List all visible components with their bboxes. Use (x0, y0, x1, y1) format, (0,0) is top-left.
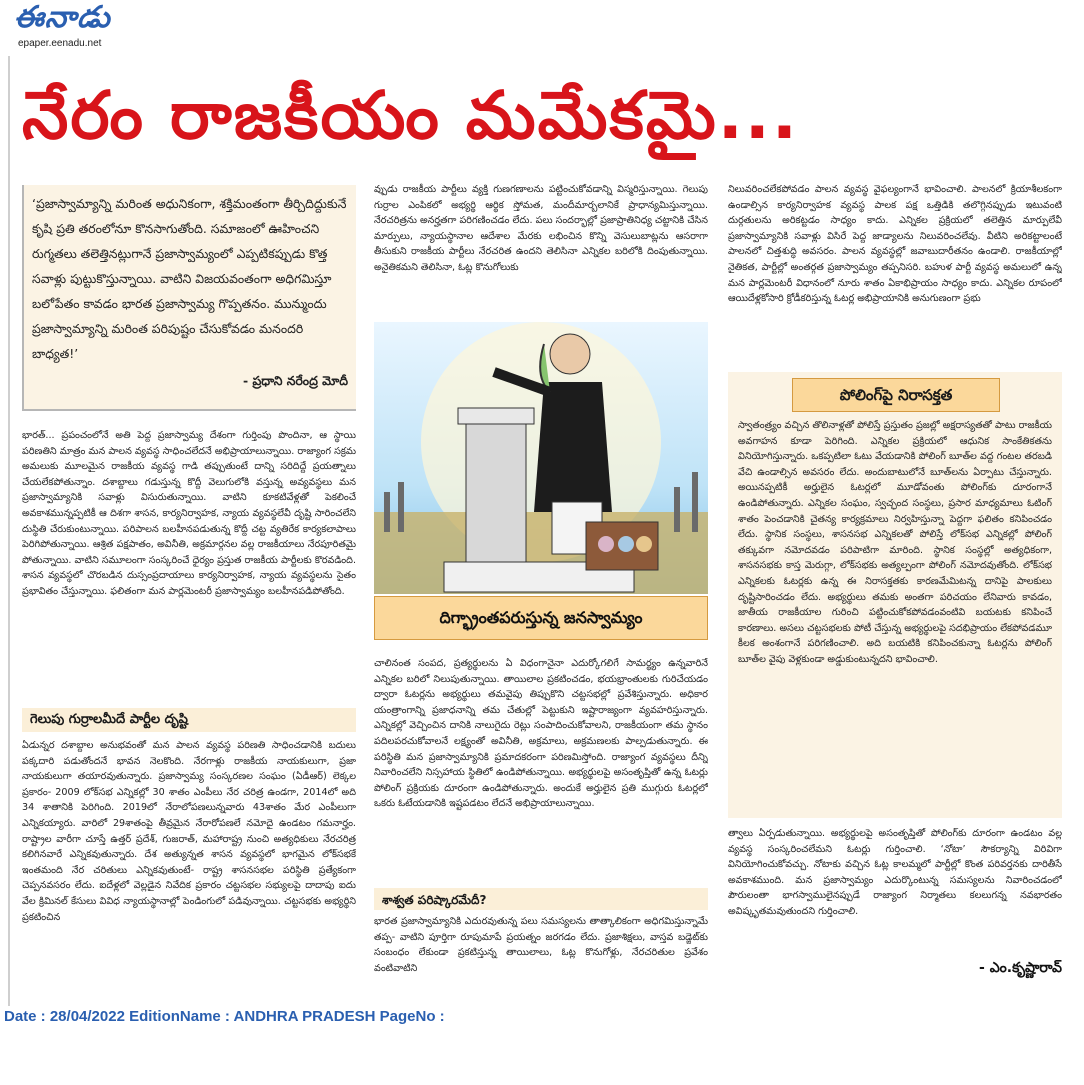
page-border (8, 56, 10, 1006)
paragraph: వ్పుడు రాజకీయ పార్టీలు వ్యక్తి గుణగణాలను పట్టించుకోవడాన్ని విస్మరిస్తున్నాయి. గెలుపు గుర్రాల ఎంపికలో అభ్యర్థి ఆర్థిక స్తోమత, మందీమార్బలానికే ప్రాధాన్యమిస్తున్నాయి. నేరచరిత్రను అనర్హతగా పరిగణించడం లేదు. పలు సందర్భాల్లో ప్రజాప్రాతినిధ్య చట్టానికి చేసిన మార్పులు, న్యాయస్థానాల ఆదేశాల మేరకు లభించిన కొన్ని వెసులుబాట్లను ఆసరాగా తీసుకుని రాజకీయ పార్టీలు నేరచరిత ఉందని తెలిసినా ఎన్నికల బరిలోకి దింపుతున్నాయి. అనైతికమని తెలిసినా, ఓట్ల కొనుగోలుకు (374, 184, 708, 273)
paragraph: భారత్‌... ప్రపంచంలోనే అతి పెద్ద ప్రజాస్వామ్య దేశంగా గుర్తింపు పొందినా, ఆ స్థాయి పరిణతిని మాత్రం మన పాలన వ్యవస్థ సాధించలేదనే అభిప్రాయాలున్నాయి. రాజ్యాంగ సక్రమ అమలుకు మూలమైన రాజకీయ వ్యవస్థ గాడి తప్పుతుంటే దాన్ని సరిదిద్దే ప్రయత్నాలు చేయలేకపోతున్నాం. దశాబ్దాలు గడుస్తున్న కొద్దీ వెలుగులోకి వస్తున్న అవ్యవస్థలు మన ప్రజాస్వామ్యానికి సవాళ్లు విసురుతున్నాయి. వాటిని కూకటివేళ్లతో పెకలించే అవకాశమున్నప్పటికీ ఆ దిశగా శాసన, కార్యనిర్వాహక, న్యాయ వ్యవస్థలేవీ దృష్టి సారించలేని దుస్థితి చేరుకుంటున్నాయి. పరిపాలన బలహీనపడుతున్న కొద్దీ చట్ట వ్యతిరేక కార్యకలాపాలు పెరిగిపోతున్నాయి. ఆశ్రిత పక్షపాతం, అవినీతి, అక్రమార్గనల వల్ల రాజకీయాలు నేరపూరితమై పోతున్నాయి. వాటిని సమూలంగా సంస్కరించే ధైర్యం ప్రస్తుత రాజకీయ పార్టీలకు కొరవడింది. శాసన వ్యవస్థలో చొరబడిన దుస్సంప్రదాయాలు కార్యనిర్వాహక, న్యాయ వ్యవస్థలను సైతం ప్రభావితం చేస్తున్నాయి. ఫలితంగా మన పార్లమెంటరీ ప్రజాస్వామ్యం బలహీనపడిపోతోంది. (22, 430, 356, 597)
edition-footer: Date : 28/04/2022 EditionName : ANDHRA PRADESH PageNo : (4, 1008, 445, 1025)
column-2-text (374, 182, 708, 314)
column-2-text-2 (374, 656, 708, 878)
column-1-text-2 (22, 738, 356, 1000)
site-url: epaper.eenadu.net (18, 38, 102, 49)
politician-cartoon (374, 322, 708, 594)
paragraph: చాలినంత సంపద, ప్రత్యర్థులను ఏ విధంగానైనా ఎదుర్కోగలిగే సామర్థ్యం ఉన్నవారినే ఎన్నికల బరిలో నిలుపుతున్నాయి. తాయిలాల ప్రకటించడం, భయభ్రాంతులకు గురిచేయడం ద్వారా ఓటర్లను అభ్యర్థులు తమవైపు తిప్పుకొని చట్టసభల్లో ప్రవేశిస్తున్నారు. అధికార యంత్రాంగాన్ని ప్రజాధనాన్ని తమ చేతుల్లో పెట్టుకుని ఇష్టారాజ్యంగా వ్యవహరిస్తున్నారు. ఎన్నికల్లో వెచ్చించిన దానికి నాలుగైదు రెట్లు సంపాదించుకోవాలని, రాజకీయంగా తమ స్థానం పదిలపరచుకోవాలనే లక్ష్యంతో అవినీతి, అక్రమాలు, అక్రమణలకు పాల్పడుతున్నారు. ఈ పరిస్థితి మన ప్రజాస్వామ్యానికి ప్రమాదకరంగా పరిణమిస్తోంది. రాజ్యాంగ వ్యవస్థలు దీన్ని నివారించలేని నిస్సహాయ స్థితిలో ఉండిపోతున్నాయి. అభ్యర్థులపై అసంతృప్తితో ఉన్న ఓటర్లు పోలింగ్‌ ప్రక్రియకు దూరంగా ఉండిపోతున్నారు. అందుకే అర్హులైన ప్రతి ముగ్గురు ఓటర్లలో ఒకరు ఓటేయడానికి ఇష్టపడటం లేదనే అభిప్రాయాలున్నాయి. (374, 658, 708, 810)
paragraph: త్వాలు ఏర్పడుతున్నాయి. అభ్యర్థులపై అసంతృప్తితో పోలింగ్‌కు దూరంగా ఉండటం వల్ల వ్యవస్థ సంస్కరించలేమని ఓటర్లు గుర్తించాలి. ‘నోటా’ సౌకర్యాన్ని విరివిగా వినియోగించుకోవచ్చు. నోటాకు వచ్చిన ఓట్ల కాలమ్మలో పార్టీల్లో కొంత పరివర్తనకు దారితీసే అవకాశముంది. మన ప్రజాస్వామ్యం ఎదుర్కొంటున్న సమస్యలను నివారించడంలో పౌరులంతా భాగస్వాములైనప్పుడే రాజ్యాంగ నిర్మాతలు కలలుగన్న నవభారతం అవిష్కృతమవుతుందని గుర్తించాలి. (728, 828, 1062, 917)
paragraph: ఏడున్నర దశాబ్దాల అనుభవంతో మన పాలన వ్యవస్థ పరిణతి సాధించడానికి బదులు పక్కదారి పడుతోందనే భావన నెలకొంది. నేరగాళ్లు రాజకీయ నాయకులుగా, ప్రజా నాయకులుగా తయారవుతున్నారు. ప్రజాస్వామ్య సంస్కరణల సంఘం (ఏడీఆర్‌) లెక్కల ప్రకారం- 2009 లోక్‌సభ ఎన్నికల్లో 30 శాతం ఎంపీలు నేర చరిత్ర ఉండగా, 2014లో అది 34 శాతానికి పెరిగింది. 2019లో నేరాలోపణలున్నవారు 43శాతం మేర ఎంపీలుగా ఎన్నికయ్యారు. వారిలో 29శాతంపై తీవ్రమైన నేరారోపణలే నమోదై ఉండటం గమనార్హం. రాష్ట్రాల వారీగా చూస్తే ఉత్తర్‌ ప్రదేశ్‌, గుజరాత్‌, మహారాష్ట్ర నుంచి అత్యధికులు నేరచరిత్ర కలిగినవారే ఎన్నికవుతున్నారు. దేశ అత్యున్నత శాసన వ్యవస్థలో భాగమైన లోక్‌సభకే ఇంతమంది నేర చరితులు ఎన్నికవుతుంటే- రాష్ట్ర శాసనసభల పరిస్థితి ప్రత్యేకంగా చెప్పనవసరం లేదు. ఐదేళ్లలో వెల్లడైన నివేదిక ప్రకారం చట్టసభల సభ్యులపై దాదాపు ఐదు వేల క్రిమినల్‌ కేసులు వివిధ న్యాయస్థానాల్లో పెండింగులో పడివున్నాయి. చట్టసభకు అభ్యర్థిని ప్రకటించిన (22, 740, 356, 923)
column-1-text (22, 428, 356, 702)
article-author: - ఎం.కృష్ణారావ్‌ (979, 960, 1062, 976)
pull-quote-box (22, 185, 356, 411)
column-3-text-2 (728, 826, 1062, 950)
subhead-winning-horses: గెలుపు గుర్రాలమీదే పార్టీల దృష్టి (22, 708, 356, 732)
subhead-permanent-solution: శాశ్వత పరిష్కారమేదీ? (374, 888, 708, 910)
cartoon-illustration (374, 322, 708, 594)
column-2-text-3 (374, 914, 708, 1000)
subhead-bewildering-democracy: దిగ్భ్రాంతపరుస్తున్న జనస్వామ్యం (374, 596, 708, 640)
polling-apathy-box (728, 372, 1062, 818)
article-headline: నేరం రాజకీయం మమేకమై... (22, 77, 799, 154)
column-3-text (728, 182, 1062, 362)
pull-quote-text: ‘ప్రజాస్వామ్యాన్ని మరింత అధునికంగా, శక్తిమంతంగా తీర్చిదిద్దుకునే కృషి ప్రతి తరంలోనూ కొనసాగుతోంది. సమాజంలో ఊహించని రుగ్మతలు తలెత్తినట్లుగానే ప్రజాస్వామ్యంలో ఎప్పటికప్పుడు కొత్త సవాళ్లు పుట్టుకొస్తున్నాయి. వాటిని విజయవంతంగా అధిగమిస్తూ బలోపేతం కావడం భారత ప్రజాస్వామ్య గొప్పతనం. మున్ముందు ప్రజాస్వామ్యాన్ని మరింత పరిపుష్టం చేసుకోవడం మనందరి బాధ్యత!’ (32, 196, 347, 361)
pull-quote-author: - ప్రధాని నరేంద్ర మోదీ (242, 373, 348, 388)
polling-apathy-title: పోలింగ్‌పై నిరాసక్తత (792, 378, 1000, 412)
paragraph: నిలువరించలేకపోవడం పాలన వ్యవస్థ వైఫల్యంగానే భావించాలి. పాలనలో క్రియాశీలకంగా ఉండాల్సిన కార్యనిర్వాహక వ్యవస్థ పాలక పక్ష ఒత్తిడికి తలొగ్గినప్పుడు ఇటువంటి దుర్గతులను అరికట్టడం సాధ్యం కాదు. ఎన్నికల ప్రక్రియలో తలెత్తిన మార్పులేవీ ప్రజాస్వామ్యానికి సవాళ్లు విసిరే పెద్ద జాడ్యాలను నిలువరించలేవు. వీటిని అరికట్టాలంటే పాలనలో చిత్తశుద్ధి అవసరం. పాలన వ్యవస్థల్లో జవాబుదారీతనం ఉండాలి. రాజకీయాల్లో నైతికత, పార్టీల్లో అంతర్గత ప్రజాస్వామ్యం తప్పనిసరి. బహుళ పార్టీ వ్యవస్థ అమలులో ఉన్న మన పార్లమెంటరీ విధానంలో నూరు శాతం ఏకాభిప్రాయం సాధ్యం కాదు. ఎన్నికల రూపంలో ఆయిదేళ్లకోసారి క్రోడీకరిస్తున్న ఓటర్ల అభిప్రాయానికి అనుగుణంగా ప్రభు (728, 184, 1062, 305)
paragraph: స్వాతంత్ర్యం వచ్చిన తొలినాళ్లతో పోలిస్తే ప్రస్తుతం ప్రజల్లో అక్షరాస్యతతో పాటు రాజకీయ అవగాహన కూడా పెరిగింది. ఎన్నికల ప్రక్రియలో ఆధునిక సాంకేతికతను వినియోగిస్తున్నారు. ఒకప్పటిలా ఓటు వేయడానికి పోలింగ్‌ బూత్‌ల వద్ద గంటల తరబడి వేచి ఉండాల్సిన అవసరం లేదు. అందుబాటులోనే బూత్‌లను ఏర్పాటు చేస్తున్నారు. అయినప్పటికీ అర్హులైన ఓటర్లలో మూడోవంతు పోలింగ్‌కు దూరంగానే ఉండిపోతున్నారు. ఎన్నికల సంఘం, స్వచ్ఛంద సంస్థలు, ప్రసార మాధ్యమాలు ఓటింగ్‌ శాతం పెంచడానికి చైతన్య కార్యక్రమాలు నిర్వహిస్తున్నా పెద్దగా ఫలితం కనిపించడం లేదు. స్థానిక సంస్థలు, శాసనసభ ఎన్నికలతో పోలిస్తే లోక్‌సభ ఎన్నికల్లో పోలింగ్‌ తక్కువగా నమోదవడం పరిపాటిగా మారింది. స్థానిక సంస్థల్లో అత్యధికంగా, శాసనసభకు కాస్త మెరుగ్గా, లోక్‌సభకు అత్యల్పంగా పోలింగ్‌ నమోదవుతోంది. లోక్‌సభ ఎన్నికలకు ఓటర్లకు ఉన్న ఈ నిరాసక్తతకు కారణమేమిటన్న దానిపై పాలకులు దృష్టిసారించడం లేదు. అభ్యర్థులు తమకు అంతగా పరిచయం లేనివారు కావడం, జాతీయ రాజకీయాల గురించి పట్టించుకోకపోవడంవంటివి బయటకు కనిపించే కారణాలు. అసలు చట్టసభలకు పోటీ చేస్తున్న అభ్యర్థులపై సదభిప్రాయం లేకపోవడమూ కీలక అంశంగానే పరిగణించాలి. అది బయటికి కనిపించకున్నా ఓటర్లను పోలింగ్‌ బూత్‌ల వైపు వెళ్లకుండా అడ్డుకుంటున్నదని భావించాలి. (738, 420, 1052, 665)
polling-apathy-text (738, 418, 1052, 810)
eenadu-logo: ఈనాడు (14, 0, 111, 35)
paragraph: భారత ప్రజాస్వామ్యానికి ఎదురవుతున్న పలు సమస్యలను తాత్కాలికంగా అధిగమిస్తున్నామే తప్ప- వాటిని పూర్తిగా రూపుమాపే ప్రయత్నం జరగడం లేదు. ప్రజాశిక్షలు, వాస్తవ బడ్జెట్‌కు సంబంధం లేకుండా ప్రకటిస్తున్న తాయిలాలు, ఓట్ల కొనుగోళ్లు, నేరచరితుల ప్రవేశం వంటివాటిని (374, 916, 708, 974)
